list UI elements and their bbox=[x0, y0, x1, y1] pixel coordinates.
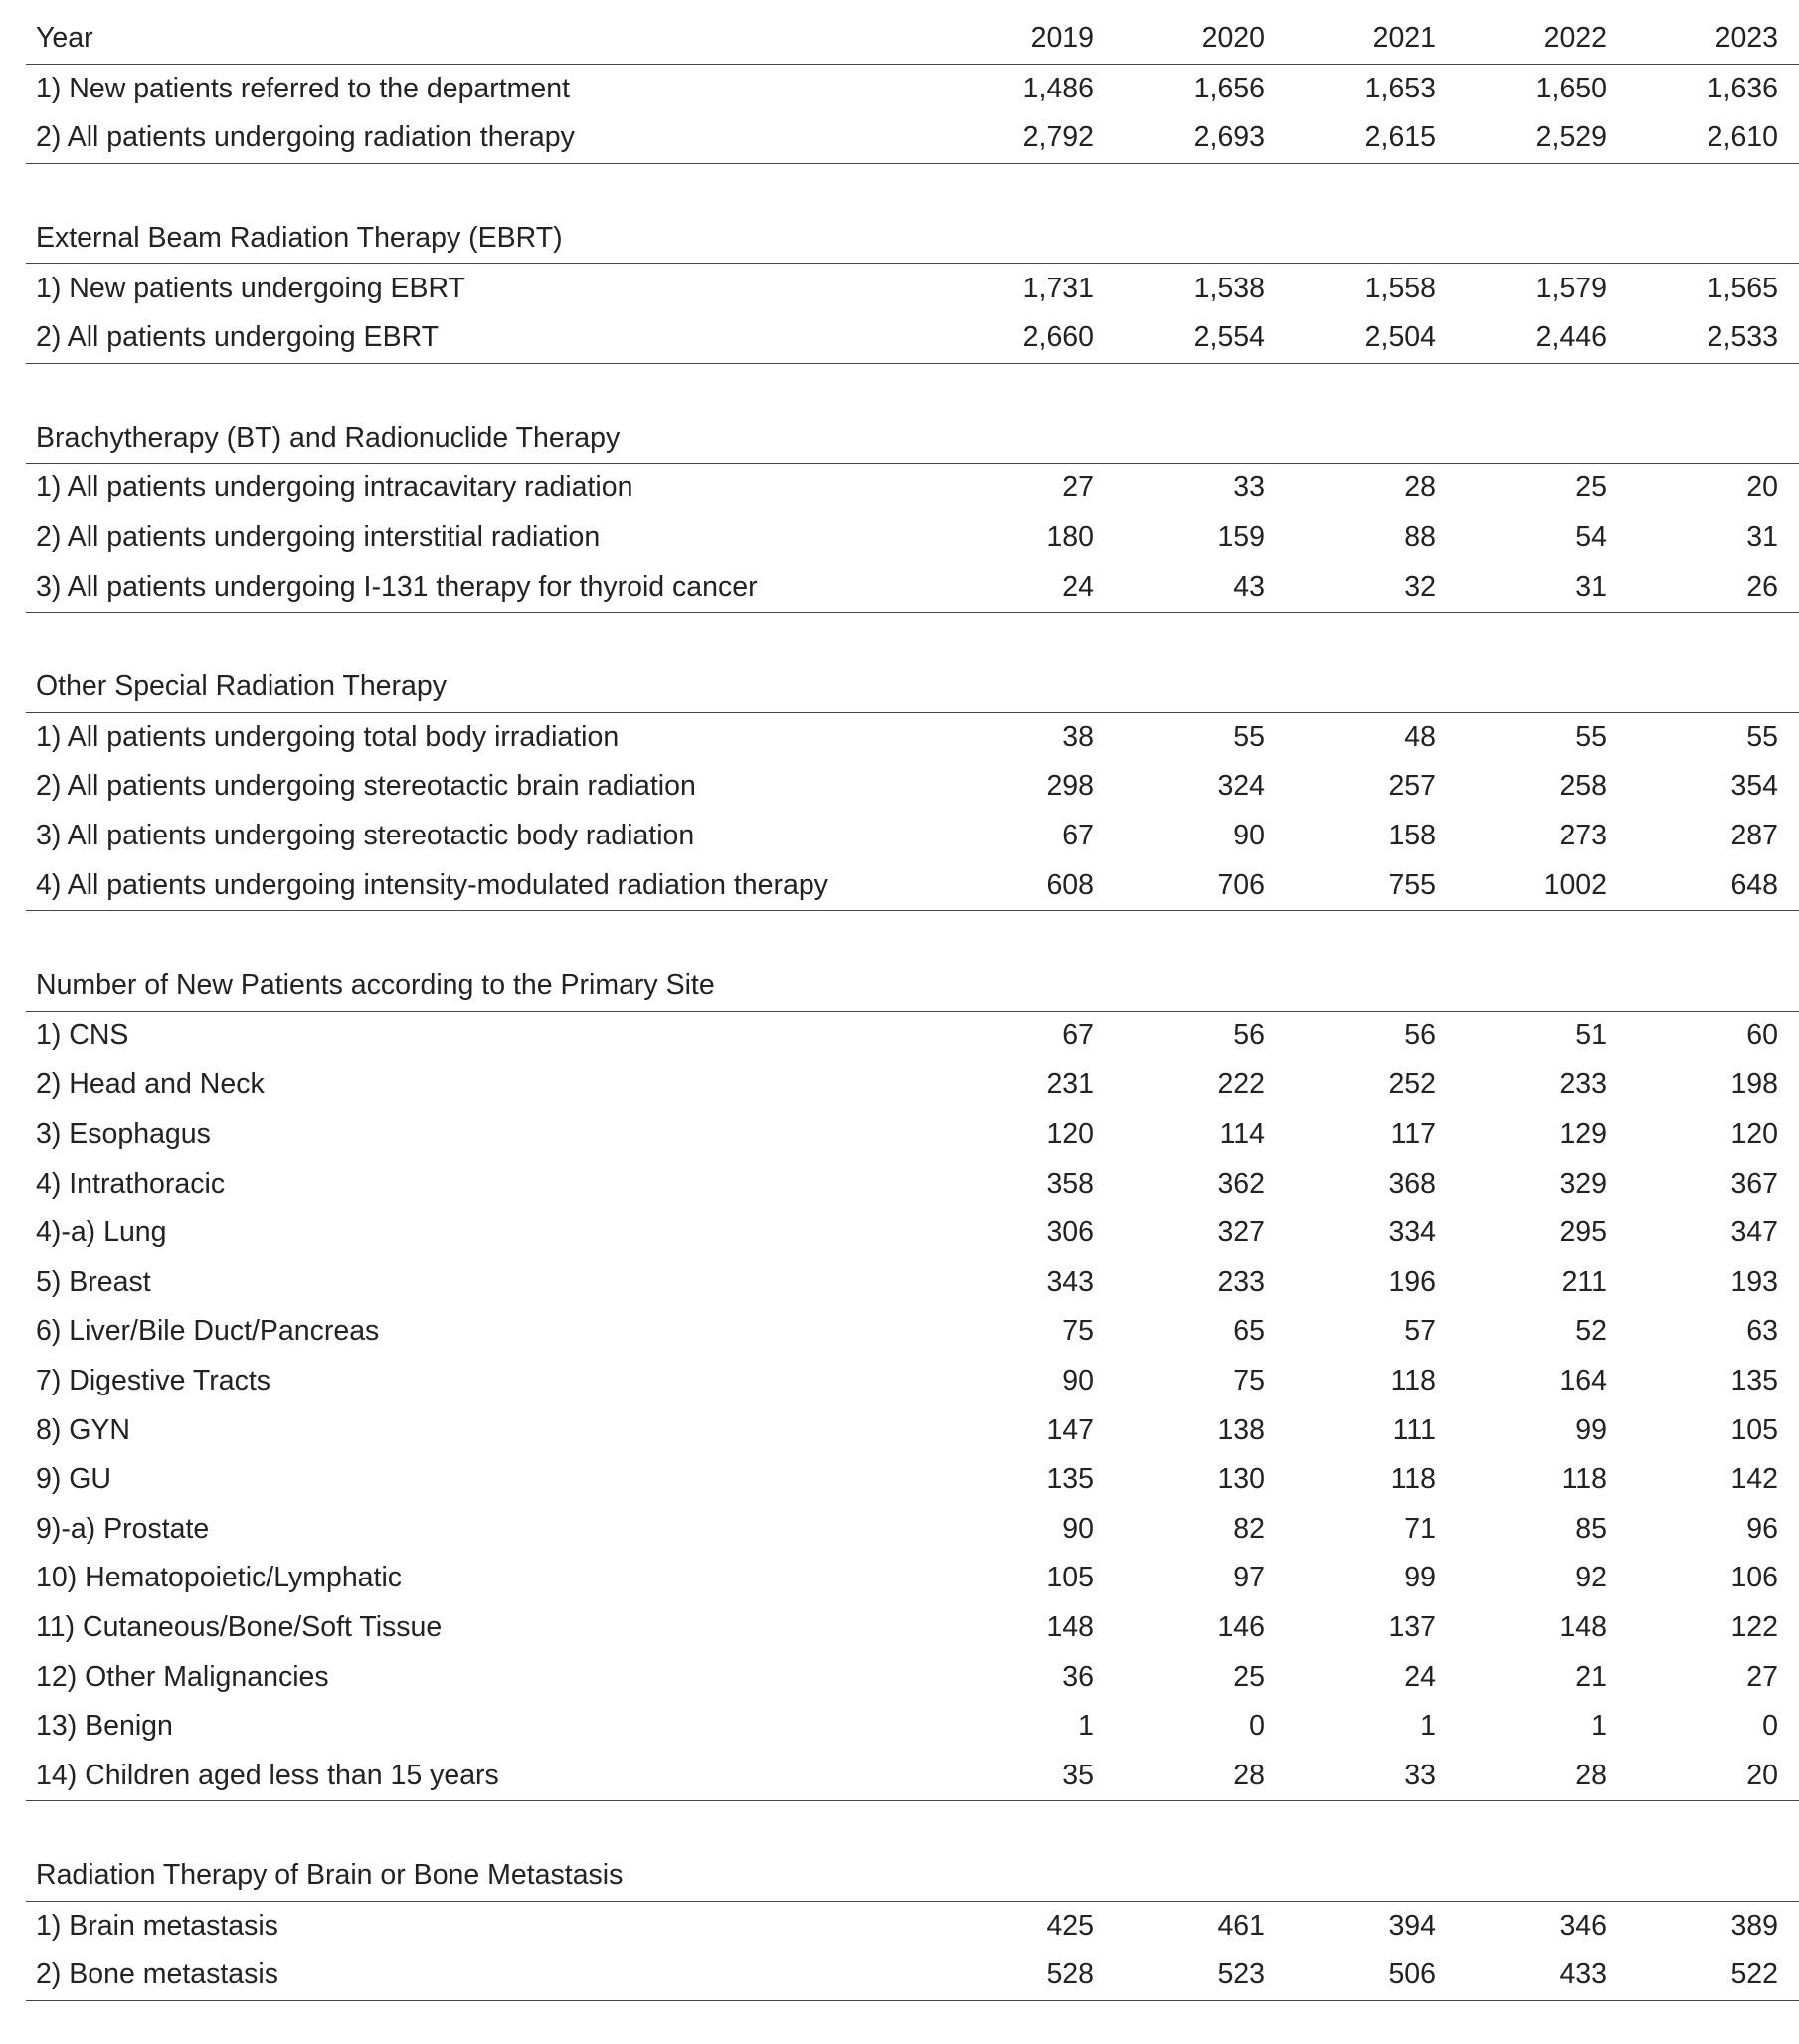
value-cell: 71 bbox=[1404, 1512, 1436, 1545]
value-cell: 65 bbox=[1233, 1315, 1265, 1348]
value-cell: 135 bbox=[1730, 1364, 1778, 1396]
value-cell: 146 bbox=[1217, 1610, 1265, 1643]
value-cell: 118 bbox=[1390, 1364, 1436, 1396]
row-label: 1) New patients undergoing EBRT bbox=[36, 272, 465, 304]
row-label: 2) All patients undergoing radiation therapy bbox=[26, 113, 955, 163]
table-row bbox=[26, 1257, 1799, 1307]
table-body bbox=[26, 64, 1799, 2000]
value-cell: 97 bbox=[1233, 1562, 1265, 1594]
value-cell: 32 bbox=[1297, 562, 1468, 612]
value-cell: 1,558 bbox=[1364, 272, 1436, 304]
value-cell: 1,486 bbox=[1022, 72, 1094, 104]
value-cell: 2,504 bbox=[1297, 313, 1468, 363]
value-cell: 96 bbox=[1746, 1512, 1778, 1545]
row-label: 4) Intrathoracic bbox=[36, 1167, 226, 1200]
table-row bbox=[26, 1357, 1799, 1406]
value-cell: 1,731 bbox=[1022, 272, 1094, 304]
table-row bbox=[26, 1455, 1799, 1505]
value-cell: 135 bbox=[1046, 1463, 1094, 1496]
row-label: 14) Children aged less than 15 years bbox=[26, 1751, 955, 1800]
section-title: Brachytherapy (BT) and Radionuclide Therapy bbox=[26, 412, 1799, 464]
row-label: 3) All patients undergoing stereotactic body radiation bbox=[36, 820, 695, 852]
value-cell: 1,636 bbox=[1707, 72, 1778, 104]
value-cell: 252 bbox=[1388, 1068, 1436, 1101]
section-gap-cell bbox=[26, 1801, 1799, 1850]
year-header-row bbox=[26, 14, 1799, 64]
table-row bbox=[26, 1751, 1799, 1800]
value-cell: 354 bbox=[1730, 770, 1778, 803]
table-row bbox=[26, 562, 1799, 612]
section-header-row bbox=[26, 660, 1799, 712]
value-cell: 36 bbox=[1062, 1660, 1094, 1693]
value-cell: 233 bbox=[1559, 1068, 1607, 1101]
year-header-cell: 2022 bbox=[1468, 14, 1639, 64]
value-cell: 148 bbox=[1559, 1610, 1607, 1643]
value-cell: 51 bbox=[1575, 1019, 1607, 1051]
value-cell: 120 bbox=[1046, 1117, 1094, 1150]
value-cell: 26 bbox=[1639, 562, 1799, 612]
table-row bbox=[26, 513, 1799, 563]
value-cell: 57 bbox=[1404, 1315, 1436, 1348]
value-cell: 24 bbox=[955, 562, 1126, 612]
value-cell: 38 bbox=[1062, 720, 1094, 753]
value-cell: 28 bbox=[1404, 471, 1436, 504]
value-cell: 358 bbox=[1046, 1167, 1094, 1200]
value-cell: 82 bbox=[1233, 1512, 1265, 1545]
value-cell: 257 bbox=[1388, 770, 1436, 803]
table-row bbox=[26, 1554, 1799, 1603]
row-label: 2) Bone metastasis bbox=[26, 1951, 955, 2000]
row-label: 3) All patients undergoing I-131 therapy for thyroid cancer bbox=[26, 562, 955, 612]
value-cell: 211 bbox=[1561, 1265, 1607, 1298]
value-cell: 114 bbox=[1219, 1117, 1265, 1150]
value-cell: 147 bbox=[1046, 1413, 1094, 1446]
value-cell: 90 bbox=[1062, 1364, 1094, 1396]
value-cell: 142 bbox=[1730, 1463, 1778, 1496]
section-gap-cell bbox=[26, 363, 1799, 412]
value-cell: 20 bbox=[1639, 1751, 1799, 1800]
value-cell: 1 bbox=[1591, 1710, 1607, 1743]
table-row bbox=[26, 812, 1799, 861]
value-cell: 75 bbox=[1233, 1364, 1265, 1396]
table-row bbox=[26, 313, 1799, 363]
value-cell: 0 bbox=[1249, 1710, 1265, 1743]
value-cell: 231 bbox=[1046, 1068, 1094, 1101]
table-row bbox=[26, 1504, 1799, 1554]
section-title: Other Special Radiation Therapy bbox=[26, 660, 1799, 712]
row-label: 1) All patients undergoing total body irradiation bbox=[36, 720, 620, 753]
value-cell: 287 bbox=[1730, 820, 1778, 852]
value-cell: 122 bbox=[1730, 1610, 1778, 1643]
value-cell: 1,565 bbox=[1707, 272, 1778, 304]
row-label: 13) Benign bbox=[36, 1710, 173, 1743]
row-label: 4) All patients undergoing intensity-modulated radiation therapy bbox=[26, 860, 955, 910]
value-cell: 295 bbox=[1559, 1216, 1607, 1249]
value-cell: 306 bbox=[1046, 1216, 1094, 1249]
value-cell: 118 bbox=[1561, 1463, 1607, 1496]
table-row bbox=[26, 1652, 1799, 1702]
value-cell: 56 bbox=[1404, 1019, 1436, 1051]
value-cell: 27 bbox=[1062, 471, 1094, 504]
value-cell: 523 bbox=[1126, 1951, 1297, 2000]
value-cell: 329 bbox=[1559, 1167, 1607, 1200]
value-cell: 55 bbox=[1233, 720, 1265, 753]
value-cell: 106 bbox=[1730, 1562, 1778, 1594]
table-row bbox=[26, 762, 1799, 812]
section-gap-cell bbox=[26, 612, 1799, 660]
value-cell: 24 bbox=[1404, 1660, 1436, 1693]
value-cell: 1,650 bbox=[1535, 72, 1607, 104]
value-cell: 28 bbox=[1468, 1751, 1639, 1800]
table-row bbox=[26, 1208, 1799, 1258]
section-header-row bbox=[26, 1849, 1799, 1901]
value-cell: 528 bbox=[955, 1951, 1126, 2000]
value-cell: 608 bbox=[955, 860, 1126, 910]
value-cell: 92 bbox=[1575, 1562, 1607, 1594]
value-cell: 368 bbox=[1388, 1167, 1436, 1200]
value-cell: 362 bbox=[1217, 1167, 1265, 1200]
value-cell: 54 bbox=[1575, 521, 1607, 554]
table-row bbox=[26, 464, 1799, 513]
row-label: 8) GYN bbox=[36, 1413, 131, 1446]
value-cell: 148 bbox=[1046, 1610, 1094, 1643]
value-cell: 85 bbox=[1575, 1512, 1607, 1545]
table-row bbox=[26, 1011, 1799, 1060]
table-row bbox=[26, 1951, 1799, 2000]
value-cell: 75 bbox=[1062, 1315, 1094, 1348]
value-cell: 28 bbox=[1126, 1751, 1297, 1800]
value-cell: 198 bbox=[1730, 1068, 1778, 1101]
value-cell: 334 bbox=[1388, 1216, 1436, 1249]
value-cell: 298 bbox=[1046, 770, 1094, 803]
value-cell: 389 bbox=[1730, 1909, 1778, 1942]
value-cell: 2,554 bbox=[1126, 313, 1297, 363]
value-cell: 90 bbox=[1233, 820, 1265, 852]
value-cell: 105 bbox=[1730, 1413, 1778, 1446]
row-label: 1) CNS bbox=[36, 1019, 129, 1051]
value-cell: 258 bbox=[1559, 770, 1607, 803]
table-row bbox=[26, 1603, 1799, 1653]
section-gap bbox=[26, 363, 1799, 412]
row-label: 10) Hematopoietic/Lymphatic bbox=[36, 1562, 403, 1594]
value-cell: 105 bbox=[1046, 1562, 1094, 1594]
value-cell: 2,610 bbox=[1639, 113, 1799, 163]
value-cell: 346 bbox=[1559, 1909, 1607, 1942]
value-cell: 324 bbox=[1217, 770, 1265, 803]
value-cell: 56 bbox=[1233, 1019, 1265, 1051]
value-cell: 0 bbox=[1762, 1710, 1778, 1743]
value-cell: 111 bbox=[1392, 1413, 1436, 1446]
section-header-row bbox=[26, 212, 1799, 264]
row-label: 6) Liver/Bile Duct/Pancreas bbox=[36, 1315, 380, 1348]
value-cell: 118 bbox=[1390, 1463, 1436, 1496]
section-gap-cell bbox=[26, 910, 1799, 959]
value-cell: 1 bbox=[1078, 1710, 1094, 1743]
value-cell: 67 bbox=[1062, 1019, 1094, 1051]
row-label: 2) Head and Neck bbox=[36, 1068, 265, 1101]
value-cell: 67 bbox=[1062, 820, 1094, 852]
value-cell: 99 bbox=[1575, 1413, 1607, 1446]
value-cell: 48 bbox=[1404, 720, 1436, 753]
value-cell: 2,792 bbox=[955, 113, 1126, 163]
value-cell: 158 bbox=[1388, 820, 1436, 852]
value-cell: 648 bbox=[1639, 860, 1799, 910]
value-cell: 43 bbox=[1126, 562, 1297, 612]
value-cell: 2,533 bbox=[1639, 313, 1799, 363]
value-cell: 2,615 bbox=[1297, 113, 1468, 163]
row-label: 7) Digestive Tracts bbox=[36, 1364, 270, 1396]
row-label: 9) GU bbox=[36, 1463, 112, 1496]
value-cell: 506 bbox=[1297, 1951, 1468, 2000]
value-cell: 1,656 bbox=[1193, 72, 1265, 104]
value-cell: 196 bbox=[1388, 1265, 1436, 1298]
row-label: 2) All patients undergoing interstitial radiation bbox=[36, 521, 601, 554]
section-gap bbox=[26, 910, 1799, 959]
table-row bbox=[26, 1901, 1799, 1951]
table-row bbox=[26, 1702, 1799, 1752]
value-cell: 130 bbox=[1217, 1463, 1265, 1496]
value-cell: 31 bbox=[1468, 562, 1639, 612]
section-title: Radiation Therapy of Brain or Bone Metastasis bbox=[26, 1849, 1799, 1901]
section-header-row bbox=[26, 412, 1799, 464]
value-cell: 21 bbox=[1575, 1660, 1607, 1693]
table-row bbox=[26, 860, 1799, 910]
year-header-cell: 2021 bbox=[1297, 14, 1468, 64]
table-row bbox=[26, 1159, 1799, 1208]
value-cell: 25 bbox=[1233, 1660, 1265, 1693]
table-row bbox=[26, 264, 1799, 313]
value-cell: 55 bbox=[1746, 720, 1778, 753]
row-label: 9)-a) Prostate bbox=[36, 1512, 210, 1545]
table-row bbox=[26, 1307, 1799, 1357]
section-header-row bbox=[26, 959, 1799, 1011]
value-cell: 27 bbox=[1746, 1660, 1778, 1693]
value-cell: 159 bbox=[1217, 521, 1265, 554]
value-cell: 1,653 bbox=[1364, 72, 1436, 104]
year-header-cell: 2019 bbox=[955, 14, 1126, 64]
value-cell: 120 bbox=[1730, 1117, 1778, 1150]
value-cell: 706 bbox=[1126, 860, 1297, 910]
value-cell: 60 bbox=[1746, 1019, 1778, 1051]
row-label: 2) All patients undergoing EBRT bbox=[26, 313, 955, 363]
value-cell: 522 bbox=[1639, 1951, 1799, 2000]
row-label: 1) New patients referred to the department bbox=[36, 72, 571, 104]
row-label: 3) Esophagus bbox=[36, 1117, 211, 1150]
row-label: 2) All patients undergoing stereotactic brain radiation bbox=[36, 770, 696, 803]
table-row bbox=[26, 1060, 1799, 1110]
value-cell: 35 bbox=[955, 1751, 1126, 1800]
value-cell: 2,446 bbox=[1468, 313, 1639, 363]
section-gap-cell bbox=[26, 163, 1799, 212]
value-cell: 31 bbox=[1746, 521, 1778, 554]
value-cell: 90 bbox=[1062, 1512, 1094, 1545]
value-cell: 117 bbox=[1390, 1117, 1436, 1150]
value-cell: 20 bbox=[1746, 471, 1778, 504]
value-cell: 347 bbox=[1730, 1216, 1778, 1249]
value-cell: 273 bbox=[1559, 820, 1607, 852]
value-cell: 425 bbox=[1046, 1909, 1094, 1942]
table-row bbox=[26, 64, 1799, 113]
value-cell: 2,693 bbox=[1126, 113, 1297, 163]
value-cell: 343 bbox=[1046, 1265, 1094, 1298]
radiation-statistics-table bbox=[26, 14, 1799, 2001]
row-label: 4)-a) Lung bbox=[36, 1216, 167, 1249]
table-row bbox=[26, 1405, 1799, 1455]
value-cell: 164 bbox=[1559, 1364, 1607, 1396]
value-cell: 1,538 bbox=[1193, 272, 1265, 304]
value-cell: 137 bbox=[1388, 1610, 1436, 1643]
value-cell: 99 bbox=[1404, 1562, 1436, 1594]
row-label: 11) Cutaneous/Bone/Soft Tissue bbox=[36, 1610, 443, 1643]
value-cell: 394 bbox=[1388, 1909, 1436, 1942]
value-cell: 33 bbox=[1233, 471, 1265, 504]
value-cell: 52 bbox=[1575, 1315, 1607, 1348]
value-cell: 1 bbox=[1420, 1710, 1436, 1743]
value-cell: 55 bbox=[1575, 720, 1607, 753]
value-cell: 88 bbox=[1404, 521, 1436, 554]
section-gap bbox=[26, 163, 1799, 212]
table-row bbox=[26, 1110, 1799, 1160]
value-cell: 367 bbox=[1730, 1167, 1778, 1200]
section-gap bbox=[26, 1801, 1799, 1850]
section-title: Number of New Patients according to the Primary Site bbox=[26, 959, 1799, 1011]
value-cell: 180 bbox=[1046, 521, 1094, 554]
value-cell: 25 bbox=[1575, 471, 1607, 504]
value-cell: 129 bbox=[1559, 1117, 1607, 1150]
year-header-cell: 2020 bbox=[1126, 14, 1297, 64]
value-cell: 1002 bbox=[1468, 860, 1639, 910]
row-label: 12) Other Malignancies bbox=[36, 1660, 329, 1693]
value-cell: 1,579 bbox=[1535, 272, 1607, 304]
year-header-cell: 2023 bbox=[1639, 14, 1799, 64]
value-cell: 461 bbox=[1217, 1909, 1265, 1942]
value-cell: 222 bbox=[1217, 1068, 1265, 1101]
value-cell: 327 bbox=[1217, 1216, 1265, 1249]
value-cell: 233 bbox=[1217, 1265, 1265, 1298]
row-label: 1) All patients undergoing intracavitary radiation bbox=[36, 471, 633, 504]
section-title: External Beam Radiation Therapy (EBRT) bbox=[26, 212, 1799, 264]
section-gap bbox=[26, 612, 1799, 660]
row-label: 1) Brain metastasis bbox=[36, 1909, 278, 1942]
value-cell: 2,529 bbox=[1468, 113, 1639, 163]
value-cell: 63 bbox=[1746, 1315, 1778, 1348]
table-row bbox=[26, 712, 1799, 762]
value-cell: 33 bbox=[1297, 1751, 1468, 1800]
value-cell: 2,660 bbox=[955, 313, 1126, 363]
value-cell: 433 bbox=[1468, 1951, 1639, 2000]
row-label: 5) Breast bbox=[36, 1265, 151, 1298]
value-cell: 138 bbox=[1217, 1413, 1265, 1446]
value-cell: 193 bbox=[1730, 1265, 1778, 1298]
year-header-label: Year bbox=[26, 14, 955, 64]
table-row bbox=[26, 113, 1799, 163]
value-cell: 755 bbox=[1297, 860, 1468, 910]
